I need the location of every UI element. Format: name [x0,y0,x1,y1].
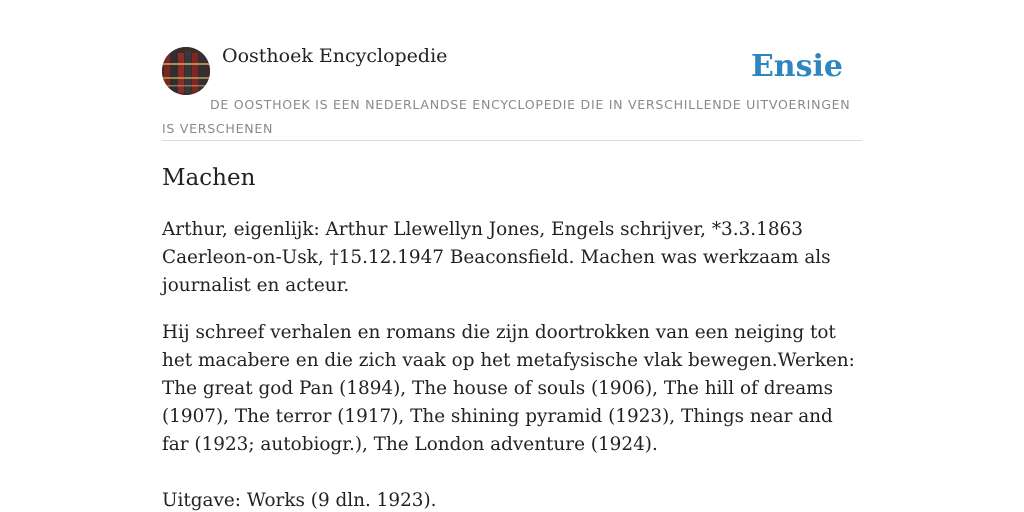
article [162,160,862,512]
books-icon[interactable] [162,47,210,95]
article-paragraph: Uitgave: Works (9 dln. 1923). [162,490,437,511]
article-title: Machen [162,165,256,191]
article-paragraph: Hij schreef verhalen en romans die zijn doortrokken van een neiging tot het macabere en die zich vaak op het metafysische vlak bewegen.Werken: The great god Pan (1894), The house of souls (1906), The hill of dreams (1907), The terror (1917), The shining pyramid (1923), Things near and far (1923; autobiogr.), The London adventure (1924). [162,322,855,455]
brand-logo-link[interactable]: Ensie [750,49,843,84]
site-header [162,44,862,141]
site-tagline: DE OOSTHOEK IS EEN NEDERLANDSE ENCYCLOPEDIE DIE IN VERSCHILLENDE UITVOERINGEN IS VERSCHENEN [162,97,851,136]
article-paragraph: Arthur, eigenlijk: Arthur Llewellyn Jones, Engels schrijver, *3.3.1863 Caerleon-on-Usk, †15.12.1947 Beaconsfield. Machen was werkzaam als journalist en acteur. [162,219,831,296]
site-title[interactable]: Oosthoek Encyclopedie [222,45,448,67]
